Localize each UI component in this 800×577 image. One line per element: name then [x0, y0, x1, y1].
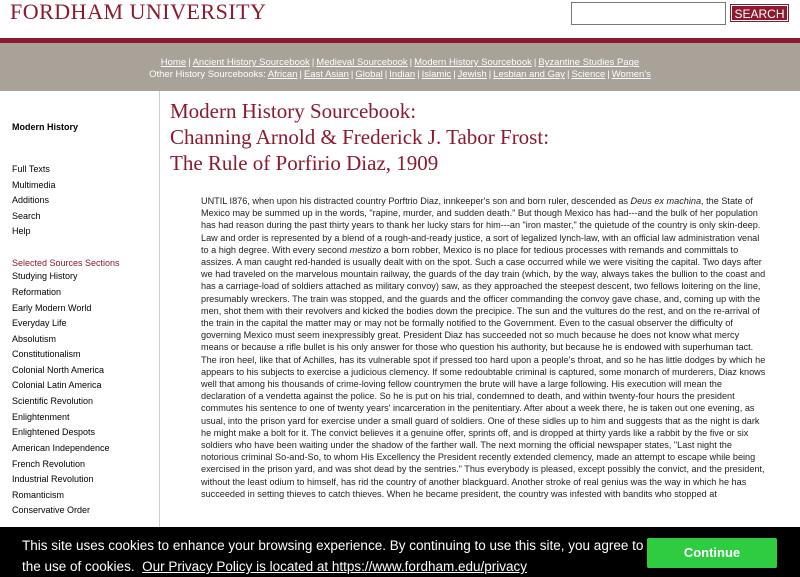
sidebar-item-enlightened-despots[interactable]: Enlightened Despots — [12, 427, 96, 437]
sidebar-item-romanticism[interactable]: Romanticism — [12, 490, 65, 500]
cookie-text: This site uses cookies to enhance your browsing experience. By continuing to use this site, you agree to the use of cookies. — [22, 538, 644, 574]
sidebar-item-studying-history[interactable]: Studying History — [12, 271, 78, 281]
nav-separator: | — [311, 57, 315, 68]
nav-separator: | — [188, 57, 191, 68]
page-title-line-2: Channing Arnold & Frederick J. Tabor Frost: — [170, 125, 550, 149]
nav-link-medieval[interactable]: Medieval Sourcebook — [316, 57, 408, 68]
nav-separator: | — [299, 69, 302, 80]
nav-row-other — [0, 69, 800, 80]
sidebar-item-conservative-order[interactable]: Conservative Order — [12, 505, 91, 515]
nav-separator: | — [350, 69, 354, 80]
search-button[interactable]: SEARCH — [731, 5, 788, 21]
article-emphasis: Deus ex machina — [630, 196, 702, 206]
sidebar-item-colonial-north-america[interactable]: Colonial North America — [12, 365, 105, 375]
continue-button[interactable]: Continue — [647, 538, 777, 568]
sourcebook-nav — [0, 43, 800, 91]
sidebar-item-enlightenment[interactable]: Enlightenment — [12, 412, 70, 422]
nav-link-ancient[interactable]: Ancient History Sourcebook — [192, 57, 310, 68]
article-emphasis: mestizo — [349, 244, 382, 255]
sidebar-link-full-texts[interactable]: Full Texts — [12, 164, 50, 174]
article-body — [201, 195, 769, 500]
sidebar-item-french-revolution[interactable]: French Revolution — [12, 459, 86, 469]
nav-separator: | — [533, 57, 537, 68]
nav-separator: | — [409, 57, 413, 68]
cookie-banner — [0, 527, 800, 577]
nav-link-womens[interactable]: Women's — [611, 69, 651, 80]
cookie-message — [22, 535, 647, 577]
page-title-line-3: The Rule of Porfirio Diaz, 1909 — [170, 151, 439, 175]
privacy-policy-link[interactable]: Our Privacy Policy is located at https://www.fordham.edu/privacy — [142, 559, 527, 574]
nav-link-science[interactable]: Science — [571, 69, 606, 80]
sidebar-item-absolutism[interactable]: Absolutism — [12, 334, 57, 344]
sidebar-item-reformation[interactable]: Reformation — [12, 287, 62, 297]
article-text: UNTIL I876, when upon his distracted country Porftrio Diaz, innkeeper's son and born ruler, descended as — [201, 196, 631, 206]
sidebar-item-american-independence[interactable]: American Independence — [12, 443, 110, 453]
nav-separator: | — [384, 69, 388, 80]
nav-link-east-asian[interactable]: East Asian — [303, 69, 349, 80]
nav-separator: | — [453, 69, 456, 80]
article-text: a born robber, Mexico is no place for tedious processes with remands and committals to assizes. A man caught red-handed is usually dealt with on the spot. Such a case occurred while we were visiting the capital. Two days after we had traveled on the marvelous mountain railway, the guards of the day train (which, by the way, always takes the bullion to the coast and has a carriage-load of soldiers attached as military convoy) saw, as they approached the steepest descent, two fellows loitering on the line, presumably wreckers. The train was stopped, and the guards and the officer commanding the convoy gave chase, and, coming up with the men, shot them with their revolvers and kicked the bodies down the precipice. The sun and the vultures do the rest, and on the re-arrival of the train in the capital the matter may or may not be formally notified to the Government. Even to the casual observer the difficulty of governing Mexico must seem inexpressibly great. President Diaz has succeeded not so much because he does not know what mercy means or because a rifle bullet is his only answer for those who question his authority, but because he is endowed with superhuman tact. The iron heel, like that of Achilles, has its vulnerable spot if pressed too hard upon a people's throat, and so he has little dodges by which he appears to his subjects to exercise a judicious clemency. If some redoubtable criminal is captured, some monarch of murderers, Diaz knows well that among his thousands of crime-loving fellow countrymen the brute will have a large following. His execution will mean the declaration of a vendetta against the police. So he is put on his trial, condemned to death, and within twenty-four hours the president commutes his sentence to one of twenty years' incarceration in the penitentiary. After about a week there, he is taken out one evening, as usual, into the prison yard for exercise under a small guard of soldiers. One of these sidles up to him and suggests that as the night is dark he might make a bolt for it. The convict believes it a genuine offer, sprints off, and is dropped at thirty yards like a rabbit by the five or six soldiers who have been waiting under the shadow of the farther wall. The next morning the official newspaper states, "Last night the notorious criminal So-and-So, to whom His Excellency the President recently extended clemency, made an attempt to escape while being exercised in the prison yard, and was shot dead by the sentries." Thus everybody is pleased, except possibly the convict, and the president, without the least odium to himself, has rid the country of another blackguard. Another stroke of real genius was the way in which he has succeeded in setting thieves to catch thieves. When he became president, the country was infested with bandits who stopped at — [201, 244, 766, 499]
site-header — [0, 0, 800, 38]
sidebar-item-everyday-life[interactable]: Everyday Life — [12, 318, 67, 328]
sidebar-item-constitutionalism[interactable]: Constitutionalism — [12, 349, 81, 359]
nav-other-label: Other History Sourcebooks: — [149, 69, 266, 80]
fordham-logo[interactable]: FORDHAM UNIVERSITY — [10, 0, 267, 24]
nav-link-global[interactable]: Global — [355, 69, 383, 80]
sidebar-title[interactable]: Modern History — [12, 122, 79, 132]
nav-link-african[interactable]: African — [267, 69, 298, 80]
nav-link-home[interactable]: Home — [160, 57, 187, 68]
sidebar — [0, 91, 160, 531]
sidebar-link-additions[interactable]: Additions — [12, 195, 50, 205]
sidebar-section-title: Selected Sources Sections — [12, 258, 120, 268]
nav-separator: | — [417, 69, 420, 80]
search-input[interactable] — [571, 2, 726, 25]
page-title — [170, 98, 549, 176]
sidebar-item-early-modern-world[interactable]: Early Modern World — [12, 303, 92, 313]
nav-row-primary — [0, 57, 800, 68]
nav-separator: | — [488, 69, 492, 80]
nav-link-indian[interactable]: Indian — [389, 69, 416, 80]
sidebar-link-search[interactable]: Search — [12, 211, 41, 221]
nav-link-byzantine[interactable]: Byzantine Studies Page — [538, 57, 640, 68]
page-title-line-1: Modern History Sourcebook: — [170, 99, 417, 123]
sidebar-item-colonial-latin-america[interactable]: Colonial Latin America — [12, 380, 102, 390]
nav-link-islamic[interactable]: Islamic — [421, 69, 452, 80]
article-text: , the State of Mexico may be summed up in the words, "rapine, murder, and sudden death." But though Mexico has had---and the bulk of her population has had reason during the past thirty years to thank her lucky stars for him---an "iron master," the quietude of the country is only skin-deep. Law and order is represented by a blend of a rough-and-ready justice, a sort of legalized lynch-law, with an official law administration venal to a high degree. With every second — [201, 196, 761, 255]
nav-link-lesbian-gay[interactable]: Lesbian and Gay — [493, 69, 566, 80]
nav-link-jewish[interactable]: Jewish — [457, 69, 487, 80]
sidebar-link-help[interactable]: Help — [12, 226, 31, 236]
nav-link-modern[interactable]: Modern History Sourcebook — [414, 57, 532, 68]
sidebar-item-industrial-revolution[interactable]: Industrial Revolution — [12, 474, 94, 484]
nav-separator: | — [567, 69, 570, 80]
sidebar-item-scientific-revolution[interactable]: Scientific Revolution — [12, 396, 94, 406]
sidebar-link-multimedia[interactable]: Multimedia — [12, 180, 56, 190]
nav-separator: | — [607, 69, 610, 80]
